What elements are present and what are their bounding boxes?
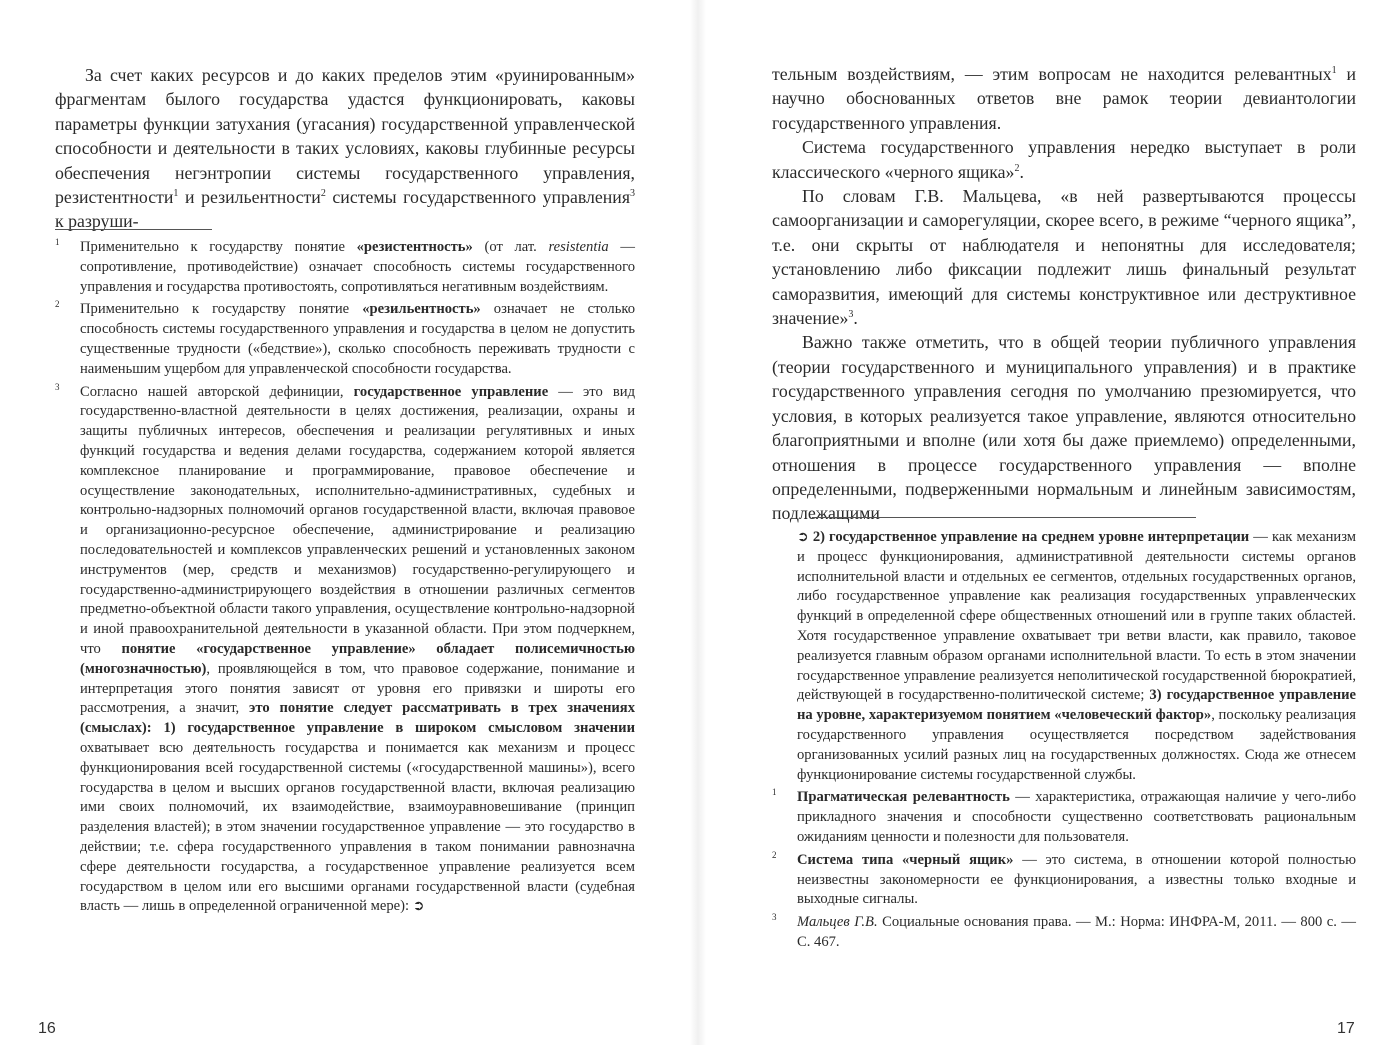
text-run: системы государственного управления (325, 187, 630, 208)
footnote-number: 3 (772, 912, 777, 923)
footnote-text (797, 851, 1356, 910)
footnotes (772, 528, 1356, 956)
text-run: — это вид государственно-властной деятельности в целях достижения, реализации, охраны и защиты публичных интересов, обеспечения и реализации регулятивных и иных функций государства и ведения делами государства, содержанием которой является комплексное планирование и программирование, правовое обеспечение и осуществление законодательных, исполнительно-административных, судебных и контрольно-надзорных полномочий органов государственной власти, включая правовое и организационно-ресурсное обеспечение, администрирование и реализацию последовательностей и комплексов управленческих решений и установленных законом инструментов (мер, средств и механизмов) государственно-регулирующего и государственно-администрирующего воздействия в отношении различных сегментов предметно-объектной области такого управления, осуществление контрольно-надзорной и иной правоохранительной деятельности в указанной области. При этом подчеркнем, что (80, 383, 635, 657)
text-run: За счет каких ресурсов и до каких пределов этим «руинированным» фрагментам былого государства удастся функционировать, каковы параметры функции затухания (угасания) государственной управленческой способности и деятельности в таких условиях, каковы глубинные ресурсы обеспечения негэнтропии системы государственного управления, резистентности (55, 65, 635, 208)
latin-term: resistentia (548, 239, 609, 255)
text-run: Социальные основания права. — М.: Норма: ИНФРА-М, 2011. — 800 с. — С. 467. (797, 914, 1356, 950)
footnote (55, 300, 635, 379)
paragraph (772, 62, 1356, 135)
term: «резистентность» (356, 239, 473, 255)
text-run: . (1019, 161, 1024, 182)
right-page (698, 0, 1396, 1045)
footnote-text (80, 238, 635, 297)
continue-arrow-icon: ➲ (797, 529, 809, 545)
main-text (772, 62, 1356, 526)
text-run: , поскольку реализация государственного управления осуществляется посредством задействования организованных усилий разных лиц на государственных должностях. Сюда же отнесем функционирование системы государственной службы. (797, 707, 1356, 783)
author-name: Мальцев Г.В. (797, 914, 878, 931)
text-run: — это система, в отношении которой полностью неизвестны закономерности ее функционирования, а известны только входные и выходные сигналы. (797, 851, 1356, 908)
text-run: , проявляющейся в том, что правовое содержание, понимание и интерпретация этого понятия зависят от уровня его привязки и широты его рассмотрения, а значит, (80, 660, 635, 717)
text-run: (от лат. (472, 239, 549, 255)
text-run: и резильентности (178, 187, 321, 208)
term: государственное управление (353, 383, 549, 400)
footnote-ref: 2 (320, 188, 326, 200)
footnote-continuation (772, 528, 1356, 785)
text-run: и научно обоснованных ответов вне рамок теории девиантологии государственного управления. (772, 64, 1356, 133)
text-run: — как механизм и процесс функционирования, административной деятельности системы органов исполнительной власти и отдельных ее сегментов, отдельных государственных органов, либо государственное управление как реализация государственных управленческих функций в определенной сфере общественных отношений или в группе таких областей. Хотя государственное управление охватывает три ветви власти, как правило, таковое реализуется главным образом органами исполнительной власти. То есть в этом значении государственное управление реализуется неполитической государственной бюрократией, действующей в государственно-политической системе; (797, 529, 1356, 704)
page-number: 17 (1337, 1020, 1355, 1037)
footnote-text (797, 913, 1356, 953)
emphasis: 2) государственное управление на среднем уровне интерпретации (808, 529, 1250, 545)
term: «резильентность» (362, 301, 481, 318)
paragraph (55, 63, 635, 234)
footnote (772, 788, 1356, 847)
footnote-ref: 1 (173, 188, 179, 200)
footnote (772, 851, 1356, 910)
paragraph: Важно также отметить, что в общей теории публичного управления (теории государственного и муниципального управления) и в практике государственного управления сегодня по умолчанию презюмируется, что условия, в которых реализуется такое управление, являются относительно благоприятными и вполне (или хотя бы даже приемлемо) определенными, отношения в процессе государственного управления — вполне определенными, подверженными нормальным и линейным зависимостям, подлежащими (772, 332, 1356, 524)
footnote-number: 2 (772, 849, 777, 860)
emphasis: понятие «государственное управление» обладает полисемичностью (многозначностью) (80, 640, 635, 677)
footnote-ref: 1 (1331, 65, 1337, 76)
paragraph (772, 184, 1356, 330)
footnotes (55, 238, 635, 920)
footnote-text (80, 383, 635, 918)
text-run: Применительно к государству понятие (80, 239, 357, 255)
footnote-ref: 2 (1014, 162, 1020, 174)
main-text (55, 63, 635, 234)
term: Система типа «черный ящик» (797, 851, 1014, 868)
footnote (55, 383, 635, 918)
paragraph (772, 135, 1356, 184)
text-run: — характеристика, отражающая наличие у чего-либо прикладного значения и способности существенно соответствовать рациональным ожиданиям ценности и полезности для пользователя. (797, 789, 1356, 845)
page-number: 16 (38, 1020, 56, 1037)
term: Прагматическая релевантность (797, 789, 1010, 806)
footnote-number: 1 (55, 237, 60, 247)
footnote-number: 1 (772, 787, 777, 798)
emphasis: это понятие следует рассматривать в трех значениях (смыслах): 1) государственное управление в широком смысловом значении (80, 700, 635, 737)
text-run: тельным воздействиям, — этим вопросам не находится релевантных (772, 64, 1332, 84)
text-run: Система государственного управления нередко выступает в роли классического «черного ящика» (772, 137, 1356, 182)
text-run: Применительно к государству понятие (80, 301, 363, 318)
footnote-divider (55, 229, 212, 230)
footnote-number: 3 (55, 381, 60, 392)
footnote-text (797, 528, 1356, 785)
continue-arrow-icon: ➲ (412, 898, 425, 915)
footnote-text (797, 788, 1356, 847)
footnote (772, 913, 1356, 953)
text-run: означает не столько способность системы государственного управления и государства в целом не допустить существенные трудности («бедствие»), сколько способность переживать трудности с наименьшим ущербом для управленческой способности государства. (80, 301, 635, 377)
footnote-ref: 3 (630, 188, 635, 200)
emphasis: 3) государственное управление на уровне, характеризуемом понятием «человеческий фактор» (797, 687, 1357, 724)
text-run: к разруши- (55, 211, 139, 232)
footnote-number: 2 (55, 299, 60, 310)
footnote-ref: 3 (848, 309, 854, 321)
footnote (55, 238, 635, 297)
text-run: — сопротивление, противодействие) означает способность системы государственного управления и государства противостоять, сопротивляться негативным воздействиям. (80, 239, 635, 295)
footnote-divider (812, 517, 1196, 518)
text-run: охватывает всю деятельность государства и понимается как механизм и процесс функционирования всей государственной системы («государственной машины»), всего государства в целом и высших органов государственной власти, включая реализацию ими своих полномочий, их взаимодействие, взаимоуравновешивание (принцип разделения властей); в этом значении государственное управление — это государство в действии; т.е. сфера государственного управления в таком понимании равнозначна сфере деятельности государства, а государственное управление реализуется всем государством в целом или его высшими органами государственной власти (судебная власть — лишь в определенной ограниченной мере): (80, 739, 635, 915)
footnote-text (80, 300, 635, 379)
text-run: По словам Г.В. Мальцева, «в ней развертываются процессы самоорганизации и саморегуляции, скорее всего, в режиме “черного ящика”, т.е. они скрыты от наблюдателя и непонятны для исследователя; установлению либо фиксации подлежит лишь финальный результат саморазвития, имеющий для системы конструктивное или деструктивное значение» (772, 186, 1356, 329)
text-run: . (853, 308, 858, 329)
text-run: Согласно нашей авторской дефиниции, (80, 383, 354, 400)
